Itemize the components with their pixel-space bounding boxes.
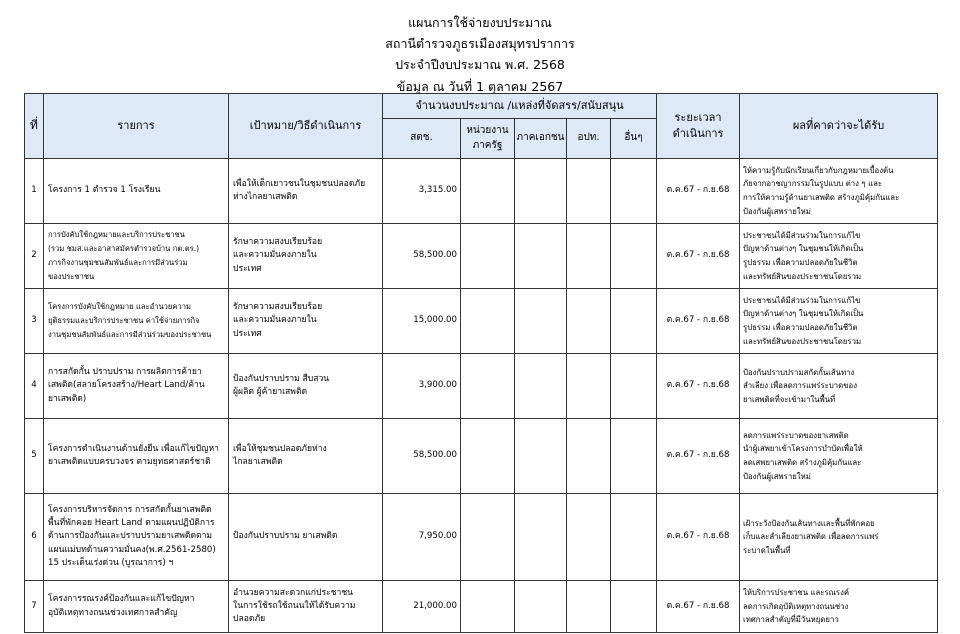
data-date: ข้อมูล ณ วันที่ 1 ตุลาคม 2567 — [396, 79, 564, 94]
row-source-private — [515, 224, 567, 289]
row-amount: 58,500.00 — [383, 419, 461, 494]
row-source-other — [611, 354, 657, 419]
table-row — [25, 289, 938, 354]
row-source-other — [611, 159, 657, 224]
row-item: โครงการ 1 ตำรวจ 1 โรงเรียน — [44, 159, 229, 224]
row-goal: อำนวยความสะดวกแก่ประชาชน ในการใช้รถใช้ถนนให้ได้รับความ ปลอดภัย — [229, 581, 383, 633]
row-source-gov — [461, 289, 515, 354]
row-source-private — [515, 494, 567, 581]
row-result: ให้บริการประชาชน และรณรงค์ ลดการเกิดอุบัติเหตุทางถนนช่วง เทศกาลสำคัญที่มีวันหยุดยาว — [740, 581, 938, 633]
row-source-other — [611, 224, 657, 289]
row-no: 5 — [25, 419, 44, 494]
row-period: ต.ค.67 - ก.ย.68 — [657, 224, 740, 289]
row-item: การสกัดกั้น ปราบปราม การผลิตการค้ายา เสพติด(สลายโครงสร้าง/Heart Land/ค้าน ยาเสพติด) — [44, 354, 229, 419]
table-row — [25, 494, 938, 581]
row-result: ประชาชนได้มีส่วนร่วมในการแก้ไข ปัญหาด้านต่างๆ ในชุมชนให้เกิดเป็น รูปธรรม เพื่อความปลอดภัยในชีวิต และทรัพย์สินของประชาชนโดยรวม — [740, 289, 938, 354]
row-source-other — [611, 581, 657, 633]
row-no: 6 — [25, 494, 44, 581]
row-source-other — [611, 419, 657, 494]
table-row — [25, 354, 938, 419]
row-result: ให้ความรู้กับนักเรียนเกี่ยวกับกฎหมายเบื้องต้น ภัยจากอาชญากรรมในรูปแบบ ต่าง ๆ และ การให้ความรู้ด้านยาเสพติด สร้างภูมิคุ้มกันและ ป้องกันผู้เสพรายใหม่ — [740, 159, 938, 224]
row-source-local — [567, 159, 611, 224]
col-header-source-local: อปท. — [567, 119, 611, 159]
row-goal: เพื่อให้ชุมชนปลอดภัยห่าง ไกลยาเสพติด — [229, 419, 383, 494]
row-source-gov — [461, 224, 515, 289]
row-goal: เพื่อให้เด็กเยาวชนในชุมชนปลอดภัย ห่างไกลยาเสพติด — [229, 159, 383, 224]
row-no: 2 — [25, 224, 44, 289]
col-header-result: ผลที่คาดว่าจะได้รับ — [740, 94, 938, 159]
table-row — [25, 224, 938, 289]
row-goal: ป้องกันปราบปราม ยาเสพติด — [229, 494, 383, 581]
table-row — [25, 581, 938, 633]
col-header-item: รายการ — [44, 94, 229, 159]
row-no: 7 — [25, 581, 44, 633]
row-source-local — [567, 354, 611, 419]
row-result: ป้องกันปราบปรามสกัดกั้นเส้นทาง ลำเลียง เพื่อลดการแพร่ระบาดของ ยาเสพติดที่จะเข้ามาในพื้นที่ — [740, 354, 938, 419]
plan-title: แผนการใช้จ่ายงบประมาณ — [408, 15, 552, 30]
row-source-gov — [461, 419, 515, 494]
row-item: การบังคับใช้กฎหมายและบริการประชาชน (รวม ชมส.และอาสาสมัครตำรวจบ้าน กต.ตร.) ภารกิจงานชุมชนสัมพันธ์และการมีส่วนร่วม ของประชาชน — [44, 224, 229, 289]
row-source-other — [611, 494, 657, 581]
row-no: 4 — [25, 354, 44, 419]
col-header-no: ที่ — [25, 94, 44, 159]
row-result: ประชาชนได้มีส่วนร่วมในการแก้ไข ปัญหาด้านต่างๆ ในชุมชนให้เกิดเป็น รูปธรรม เพื่อความปลอดภัยในชีวิต และทรัพย์สินของประชาชนโดยรวม — [740, 224, 938, 289]
row-source-private — [515, 289, 567, 354]
row-amount: 3,900.00 — [383, 354, 461, 419]
row-item: โครงการรณรงค์ป้องกันและแก้ไขปัญหา อุบัติเหตุทางถนนช่วงเทศกาลสำคัญ — [44, 581, 229, 633]
col-header-source-gov: หน่วยงาน ภาครัฐ — [461, 119, 515, 159]
row-source-other — [611, 289, 657, 354]
table-row — [25, 159, 938, 224]
budget-table — [24, 93, 938, 633]
row-source-local — [567, 581, 611, 633]
row-item: โครงการบังคับใช้กฎหมาย และอำนวยความ ยุติธรรมและบริการประชาชน ค่าใช้จ่ายภารกิจ งานชุมชนสัมพันธ์และการมีส่วนร่วมของประชาชน — [44, 289, 229, 354]
row-source-local — [567, 289, 611, 354]
row-source-private — [515, 159, 567, 224]
row-amount: 58,500.00 — [383, 224, 461, 289]
row-source-local — [567, 224, 611, 289]
col-header-source-private: ภาคเอกชน — [515, 119, 567, 159]
row-amount: 15,000.00 — [383, 289, 461, 354]
col-header-budget-group: จำนวนงบประมาณ /แหล่งที่จัดสรร/สนับสนุน — [383, 94, 657, 119]
fiscal-year: ประจำปีงบประมาณ พ.ศ. 2568 — [395, 57, 565, 72]
row-amount: 3,315.00 — [383, 159, 461, 224]
row-source-private — [515, 581, 567, 633]
col-header-period: ระยะเวลา ดำเนินการ — [657, 94, 740, 159]
row-item: โครงการดำเนินงานด้านยั่งยืน เพื่อแก้ไขปัญหา ยาเสพติดแบบครบวงจร ตามยุทธศาสตร์ชาติ — [44, 419, 229, 494]
row-source-gov — [461, 494, 515, 581]
row-period: ต.ค.67 - ก.ย.68 — [657, 494, 740, 581]
station-name: สถานีตำรวจภูธรเมืองสมุทรปราการ — [385, 36, 575, 51]
row-result: ลดการแพร่ระบาดของยาเสพติด นำผู้เสพยาเข้าโครงการบำบัดเพื่อให้ ลดเสพยาเสพติด สร้างภูมิคุ้มกันและ ป้องกันผู้เสพรายใหม่ — [740, 419, 938, 494]
row-no: 3 — [25, 289, 44, 354]
row-period: ต.ค.67 - ก.ย.68 — [657, 419, 740, 494]
row-item: โครงการบริหารจัดการ การสกัดกั้นยาเสพติด พื้นที่พักคอย Heart Land ตามแผนปฏิบัติการ ด้านการป้องกันและปราบปรามยาเสพติดตาม แผนแม่บทด้านความมั่นคง(พ.ศ.2561-2580) 15 ประเด็นเร่งด่วน (บูรณาการ) ฯ — [44, 494, 229, 581]
row-source-private — [515, 419, 567, 494]
row-goal: ป้องกันปราบปราม สืบสวน ผู้ผลิต ผู้ค้ายาเสพติด — [229, 354, 383, 419]
row-period: ต.ค.67 - ก.ย.68 — [657, 159, 740, 224]
row-result: เฝ้าระวังป้องกันเส้นทางและพื้นที่พักคอย เก็บและลำเลียงยาเสพติด เพื่อลดการแพร่ ระบาดในพื้นที่ — [740, 494, 938, 581]
row-period: ต.ค.67 - ก.ย.68 — [657, 354, 740, 419]
row-source-local — [567, 494, 611, 581]
row-source-local — [567, 419, 611, 494]
row-amount: 7,950.00 — [383, 494, 461, 581]
row-source-gov — [461, 159, 515, 224]
row-no: 1 — [25, 159, 44, 224]
row-source-gov — [461, 354, 515, 419]
row-source-private — [515, 354, 567, 419]
row-goal: รักษาความสงบเรียบร้อย และความมั่นคงภายใน ประเทศ — [229, 289, 383, 354]
table-row — [25, 419, 938, 494]
row-period: ต.ค.67 - ก.ย.68 — [657, 289, 740, 354]
row-source-gov — [461, 581, 515, 633]
col-header-source-other: อื่นๆ — [611, 119, 657, 159]
col-header-goal: เป้าหมาย/วิธีดำเนินการ — [229, 94, 383, 159]
col-header-source-police: สตช. — [383, 119, 461, 159]
row-amount: 21,000.00 — [383, 581, 461, 633]
row-period: ต.ค.67 - ก.ย.68 — [657, 581, 740, 633]
row-goal: รักษาความสงบเรียบร้อย และความมั่นคงภายใน ประเทศ — [229, 224, 383, 289]
